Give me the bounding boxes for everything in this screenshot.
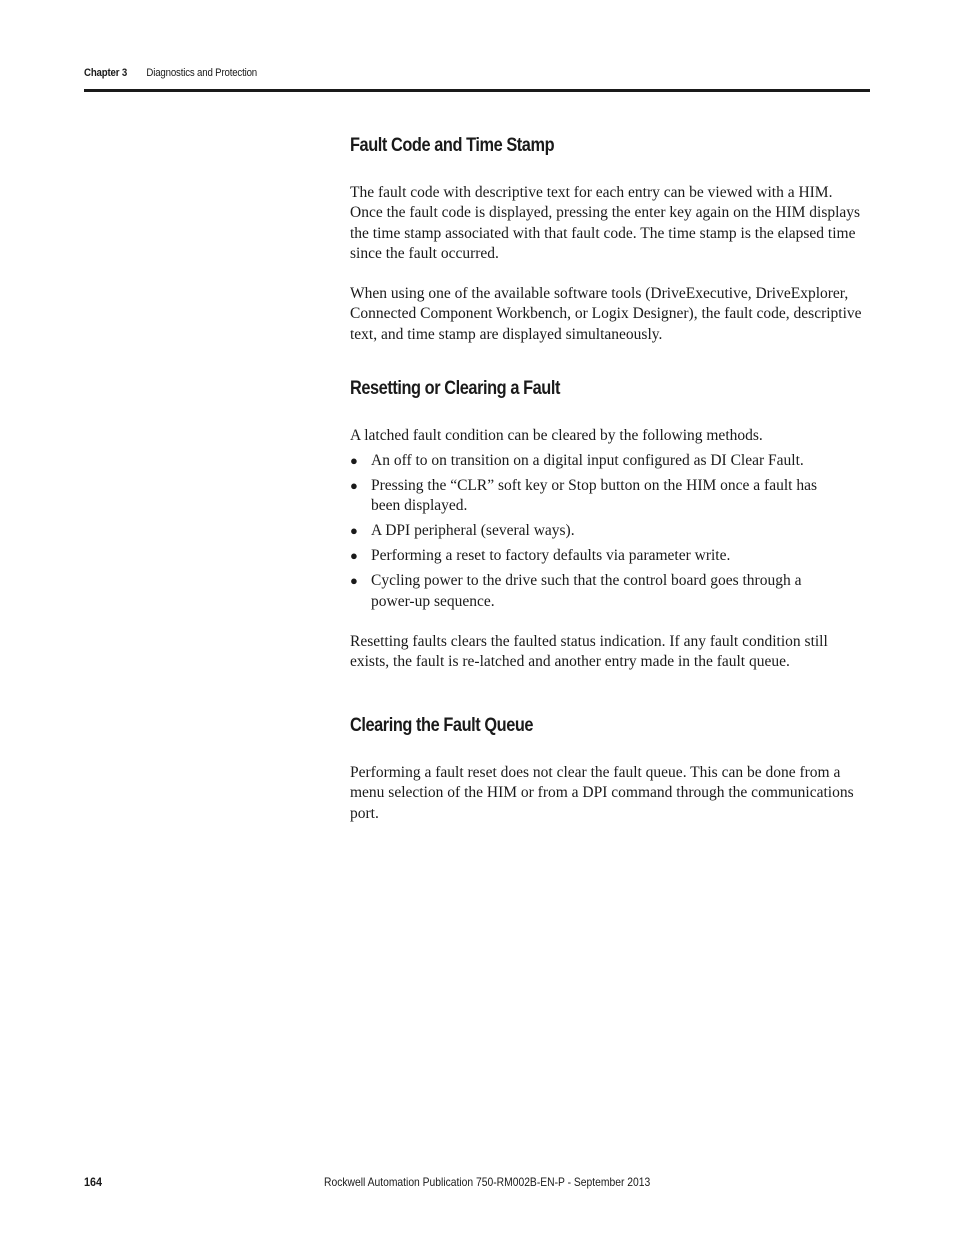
publication-info: Rockwell Automation Publication 750-RM002B-EN-P - September 2013 [324, 1175, 651, 1189]
list-item: ● Performing a reset to factory defaults via parameter write. [328, 546, 843, 566]
reset-methods-list [328, 451, 843, 617]
heading-fault-code-time-stamp: Fault Code and Time Stamp [350, 135, 555, 156]
bullet-icon: ● [350, 548, 358, 564]
bullet-icon: ● [350, 523, 358, 539]
list-item: ● Cycling power to the drive such that the control board goes through a power-up sequence. [350, 572, 802, 610]
paragraph-latched-fault-intro: A latched fault condition can be cleared by the following methods. [350, 427, 763, 444]
paragraph-resetting-faults: Resetting faults clears the faulted status indication. If any fault condition still exists, the fault is re-latched and another entry made in the fault queue. [350, 633, 828, 671]
running-header [84, 67, 257, 79]
bullet-icon: ● [350, 453, 358, 468]
bullet-icon: ● [350, 477, 358, 493]
list-item: ● An off to on transition on a digital input configured as DI Clear Fault. [328, 451, 843, 471]
header-rule [84, 89, 870, 92]
paragraph-fault-queue: Performing a fault reset does not clear the fault queue. This can be done from a menu selection of the HIM or from a DPI command through the communications port. [350, 764, 854, 822]
chapter-label: Chapter 3 [84, 67, 128, 79]
heading-clearing-fault-queue: Clearing the Fault Queue [350, 715, 534, 736]
paragraph-fault-code-him: The fault code with descriptive text for each entry can be viewed with a HIM. Once the fault code is displayed, pressing the enter key again on the HIM displays the time stamp associated with that fault code. The time stamp is the elapsed time since the fault occurred. [350, 184, 861, 262]
heading-resetting-clearing-fault: Resetting or Clearing a Fault [350, 378, 560, 399]
page-number: 164 [84, 1175, 103, 1189]
list-item: ● A DPI peripheral (several ways). [328, 521, 843, 541]
chapter-title: Diagnostics and Protection [146, 67, 258, 79]
paragraph-software-tools: When using one of the available software tools (DriveExecutive, DriveExplorer, Connected Component Workbench, or Logix Designer), the fault code, descriptive text, and time stamp are displayed simultaneously. [350, 285, 862, 343]
list-item: ● Pressing the “CLR” soft key or Stop button on the HIM once a fault has been displayed. [350, 476, 817, 515]
bullet-icon: ● [350, 573, 358, 589]
